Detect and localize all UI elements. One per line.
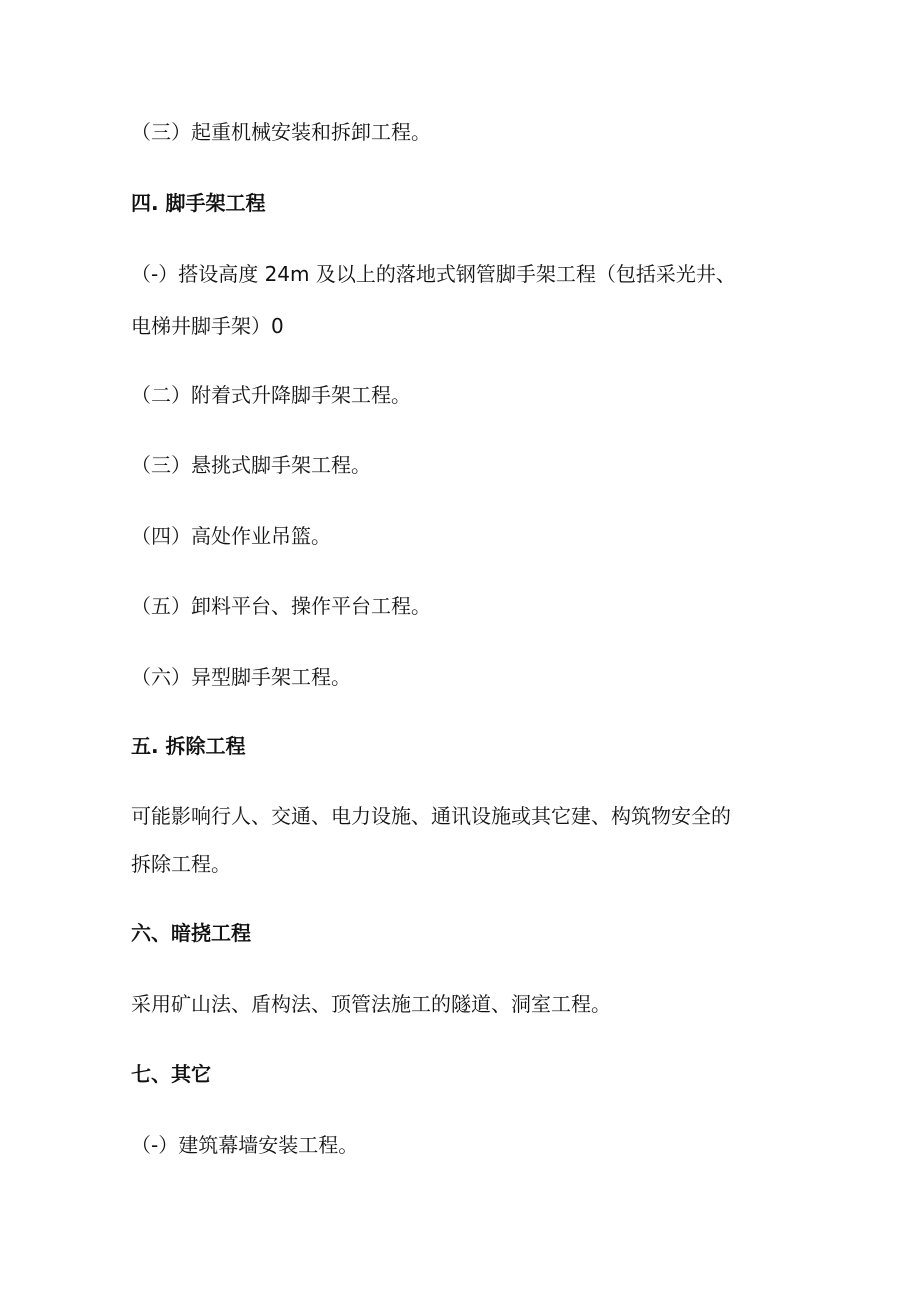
- item-crane-installation: （三）起重机械安装和拆卸工程。: [131, 120, 431, 144]
- item-floor-scaffolding: （-）搭设高度 24m 及以上的落地式钢管脚手架工程（包括采光井、: [131, 262, 736, 286]
- item-demolition-description: 可能影响行人、交通、电力设施、通讯设施或其它建、构筑物安全的: [131, 804, 731, 828]
- item-unloading-platform: （五）卸料平台、操作平台工程。: [131, 594, 431, 618]
- item-demolition-description-continued: 拆除工程。: [131, 852, 231, 876]
- section-heading-others: 七、其它: [131, 1062, 211, 1086]
- section-heading-scaffolding: 四. 脚手架工程: [131, 191, 266, 215]
- item-hanging-basket: （四）高处作业吊篮。: [131, 524, 331, 548]
- item-attached-lifting-scaffolding: （二）附着式升降脚手架工程。: [131, 383, 411, 407]
- item-special-scaffolding: （六）异型脚手架工程。: [131, 665, 351, 689]
- section-heading-demolition: 五. 拆除工程: [131, 734, 246, 758]
- item-floor-scaffolding-continued: 电梯井脚手架）0: [131, 314, 284, 338]
- item-tunnel-works: 采用矿山法、盾构法、顶管法施工的隧道、洞室工程。: [131, 992, 611, 1016]
- section-heading-underground: 六、暗挠工程: [131, 921, 251, 945]
- item-cantilever-scaffolding: （三）悬挑式脚手架工程。: [131, 453, 371, 477]
- item-curtain-wall: （-）建筑幕墙安装工程。: [131, 1133, 359, 1157]
